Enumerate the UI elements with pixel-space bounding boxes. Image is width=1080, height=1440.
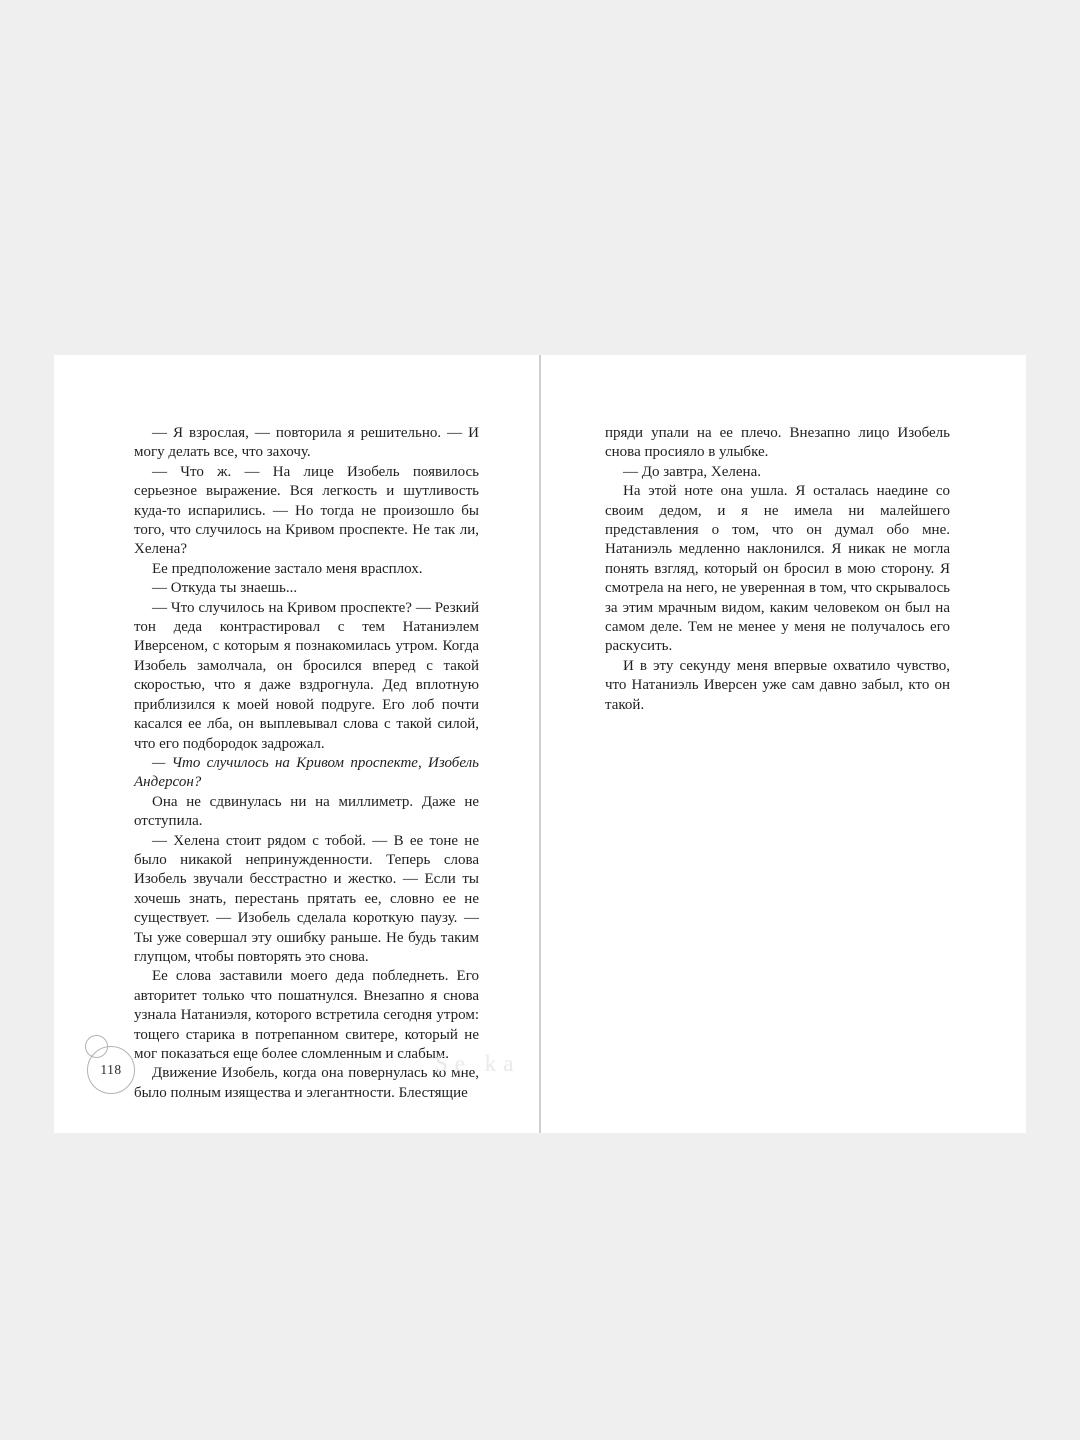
watermark: Se ka	[435, 1051, 521, 1076]
paragraph: — До завтра, Хелена.	[623, 463, 761, 480]
right-page-text-column	[605, 424, 950, 715]
paragraph: На этой ноте она ушла. Я осталась наедине со своим дедом, и я не имела ни малейшего представления о том, что он думал обо мне. Натаниэль медленно наклонился. Я никак не могла понять взгляд, который он бросил в мою сторону. Я смотрела на него, не уверенная в том, что скрывалось за этим мрачным видом, каким человеком он был на самом деле. Тем не менее у меня не получалось его раскусить.	[605, 483, 950, 655]
book-page-right	[541, 355, 1026, 1133]
left-page-text-column	[134, 424, 479, 1103]
paragraph-italic: — Что случилось на Кривом проспекте, Изобель Андерсон?	[134, 754, 479, 791]
paragraph: Ее слова заставили моего деда побледнеть. Его авторитет только что пошатнулся. Внезапно я снова узнала Натаниэля, которого встретила сегодня утром: тощего старика в потрепанном свитере, который не мог показаться еще более сломленным и слабым.	[134, 968, 479, 1062]
paragraph: — Что ж. — На лице Изобель появилось серьезное выражение. Вся легкость и шутливость куда-то испарились. — Но тогда не произошло бы того, что случилось на Кривом проспекте. Не так ли, Хелена?	[134, 463, 479, 558]
paragraph: — Откуда ты знаешь...	[152, 580, 298, 597]
paragraph-continuation: пряди упали на ее плечо. Внезапно лицо Изобель снова просияло в улыбке.	[605, 425, 950, 461]
ornament-small-circle	[85, 1035, 108, 1058]
paragraph: — Я взрослая, — повторила я решительно. — И могу делать все, что захочу.	[134, 425, 479, 461]
paragraph: — Хелена стоит рядом с тобой. — В ее тоне не было никакой непринужденности. Теперь слова Изобель звучали бесстрастно и жестко. — Если ты хочешь знать, перестань прятать ее, словно ее не существует. — Изобель сделала короткую паузу. — Ты уже совершал эту ошибку раньше. Не будь таким глупцом, чтобы повторять это снова.	[134, 832, 479, 965]
paragraph: И в эту секунду меня впервые охватило чувство, что Натаниэль Иверсен уже сам давно забыл, кто он такой.	[605, 657, 950, 713]
book-spread	[54, 355, 1026, 1133]
paragraph: Движение Изобель, когда она повернулась ко мне, было полным изящества и элегантности. Блестящие	[134, 1065, 479, 1101]
book-page-left	[54, 355, 539, 1133]
paragraph: Она не сдвинулась ни на миллиметр. Даже не отступила.	[134, 793, 479, 830]
ornament-large-circle	[87, 1046, 135, 1094]
page-number: 118	[100, 1062, 122, 1077]
paragraph: — Что случилось на Кривом проспекте? — Резкий тон деда контрастировал с тем Натаниэлем Иверсеном, с которым я познакомилась утром. Когда Изобель замолчала, он бросился вперед с такой скоростью, что я даже вздрогнула. Дед вплотную приблизился к моей новой подруге. Его лоб почти касался ее лба, он выплевывал слова с такой силой, что его подбородок задрожал.	[134, 599, 479, 752]
paragraph: Ее предположение застало меня врасплох.	[152, 560, 423, 577]
